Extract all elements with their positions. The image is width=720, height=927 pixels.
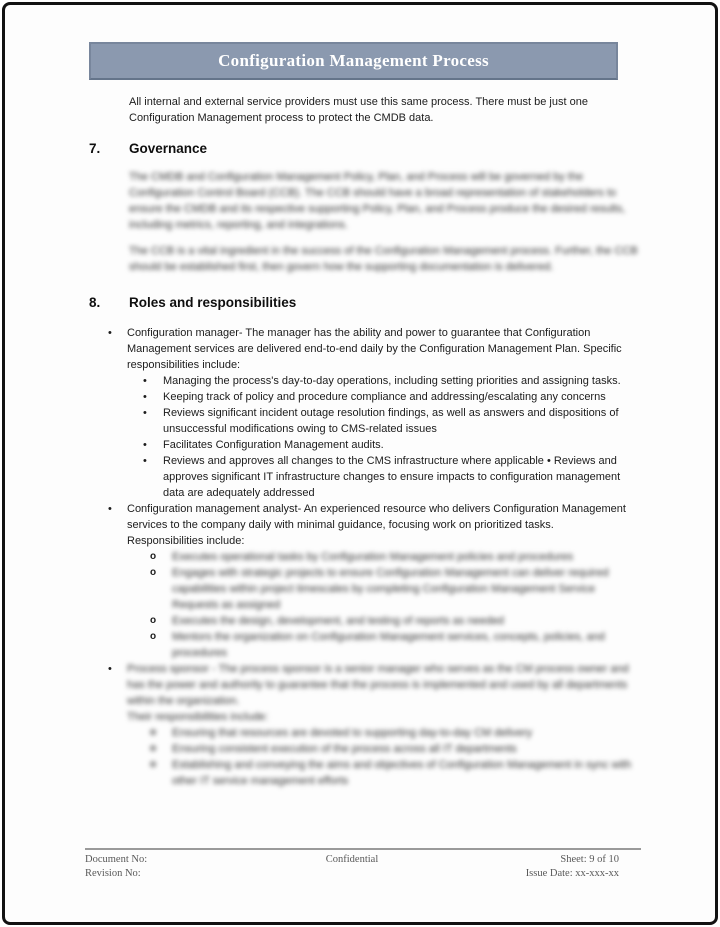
footer-spacer <box>263 867 441 881</box>
list-item-text: Mentors the organization on Configuration Management services, concepts, policies, and procedures <box>172 631 605 659</box>
list-item-text: Engages with strategic projects to ensure Configuration Management can deliver required capabilities within project timescales by completing Configuration Management Service Requests as assigned <box>172 567 609 611</box>
list-item-text: Establishing and conveying the aims and objectives of Configuration Management in sync with other IT service management efforts <box>172 759 632 787</box>
sheet-label: Sheet: 9 of 10 <box>560 854 619 865</box>
list-item-text: Configuration manager- The manager has the ability and power to guarantee that Configuration Management services are delivered end-to-end daily by the Configuration Management Plan. Specific responsibilities include: <box>127 327 622 371</box>
bullet-icon: • <box>143 375 147 387</box>
list-item-text <box>127 661 643 725</box>
list-item-process-sponsor <box>108 661 645 725</box>
heading-number: 8. <box>89 295 101 310</box>
list-item <box>143 405 645 437</box>
heading-text: Roles and responsibilities <box>129 295 297 310</box>
bullet-icon: • <box>108 327 112 339</box>
revision-no-label: Revision No: <box>85 868 141 879</box>
document-no-label: Document No: <box>85 854 148 865</box>
list-item-text: Executes operational tasks by Configuration Management policies and procedures <box>172 551 574 563</box>
bullet-icon: • <box>108 663 112 675</box>
list-item <box>143 437 645 453</box>
circle-bullet-icon: o <box>150 615 157 626</box>
confidential-label: Confidential <box>325 854 379 865</box>
list-item <box>143 373 645 389</box>
sponsor-lead: Process sponsor - The process sponsor is a senior manager who serves as the CM process owner and has the power and authority to guarantee that the process is implemented and used by all departments within the organization. <box>127 663 629 707</box>
list-item <box>150 565 645 613</box>
list-item <box>150 741 645 757</box>
list-item <box>150 613 645 629</box>
list-item <box>150 757 645 789</box>
page-footer <box>85 848 641 881</box>
footer-divider <box>85 848 641 850</box>
bullet-icon: • <box>108 503 112 515</box>
analyst-sublead: Responsibilities include: <box>127 535 245 547</box>
document-title: Configuration Management Process <box>218 51 489 70</box>
circle-bullet-icon: o <box>150 743 157 754</box>
list-item <box>150 549 645 565</box>
list-item <box>150 725 645 741</box>
intro-paragraph: All internal and external service providers must use this same process. There must be just one Configuration Management process to protect the CMDB data. <box>129 96 588 124</box>
circle-bullet-icon: o <box>150 759 157 770</box>
heading-text: Governance <box>129 141 208 156</box>
sponsor-sublead: Their responsibilities include: <box>127 711 269 723</box>
issue-date-label: Issue Date: xx-xxx-xx <box>525 868 619 879</box>
circle-bullet-icon: o <box>150 551 157 562</box>
section-heading-roles <box>89 293 645 313</box>
bullet-icon: • <box>143 455 147 467</box>
circle-bullet-icon: o <box>150 631 157 642</box>
governance-paragraph-2: The CCB is a vital ingredient in the success of the Configuration Management process. Further, the CCB should be established first, then govern how the supporting documentation is delivered. <box>129 245 638 273</box>
list-item-text: Managing the process's day-to-day operations, including setting priorities and assigning tasks. <box>163 375 621 387</box>
circle-bullet-icon: o <box>150 567 157 578</box>
document-body <box>89 94 645 789</box>
bullet-icon: • <box>143 391 147 403</box>
section-heading-governance <box>89 139 645 159</box>
list-item-text: Reviews and approves all changes to the CMS infrastructure where applicable • Reviews and approves significant IT infrastructure changes to ensure impacts to configuration management data are adequately addressed <box>163 455 621 499</box>
list-item-text: Facilitates Configuration Management audits. <box>163 439 384 451</box>
bullet-icon: • <box>143 407 147 419</box>
list-item-config-analyst <box>108 501 645 549</box>
list-item-text: Ensuring that resources are devoted to supporting day-to-day CM delivery <box>172 727 533 739</box>
list-item-text: Keeping track of policy and procedure compliance and addressing/escalating any concerns <box>163 391 606 403</box>
heading-number: 7. <box>89 141 101 156</box>
list-item-text: Reviews significant incident outage resolution findings, as well as answers and dispositions of unsuccessful modifications owing to CMS-related issues <box>163 407 619 435</box>
footer-row-1 <box>85 853 641 867</box>
roles-list <box>89 325 645 789</box>
list-item <box>143 389 645 405</box>
list-item <box>143 453 645 501</box>
list-item-text: Ensuring consistent execution of the process across all IT departments <box>172 743 517 755</box>
list-item-text: Executes the design, development, and testing of reports as needed <box>172 615 505 627</box>
footer-row-2 <box>85 867 641 881</box>
page-frame <box>2 2 718 925</box>
analyst-lead: Configuration management analyst- An experienced resource who delivers Configuration Management services to the company daily with minimal guidance, focusing work on prioritized tasks. <box>127 503 626 531</box>
governance-paragraph-1: The CMDB and Configuration Management Policy, Plan, and Process will be governed by the Configuration Control Board (CCB). The CCB should have a broad representation of stakeholders to ensure the CMDB and its respective supporting Policy, Plan, and Process produce the desired results, including metrics, reporting, and integrations. <box>129 171 626 231</box>
list-item-config-manager <box>108 325 645 373</box>
bullet-icon: • <box>143 439 147 451</box>
title-banner <box>89 42 618 80</box>
list-item-text <box>127 501 643 549</box>
circle-bullet-icon: o <box>150 727 157 738</box>
list-item <box>150 629 645 661</box>
